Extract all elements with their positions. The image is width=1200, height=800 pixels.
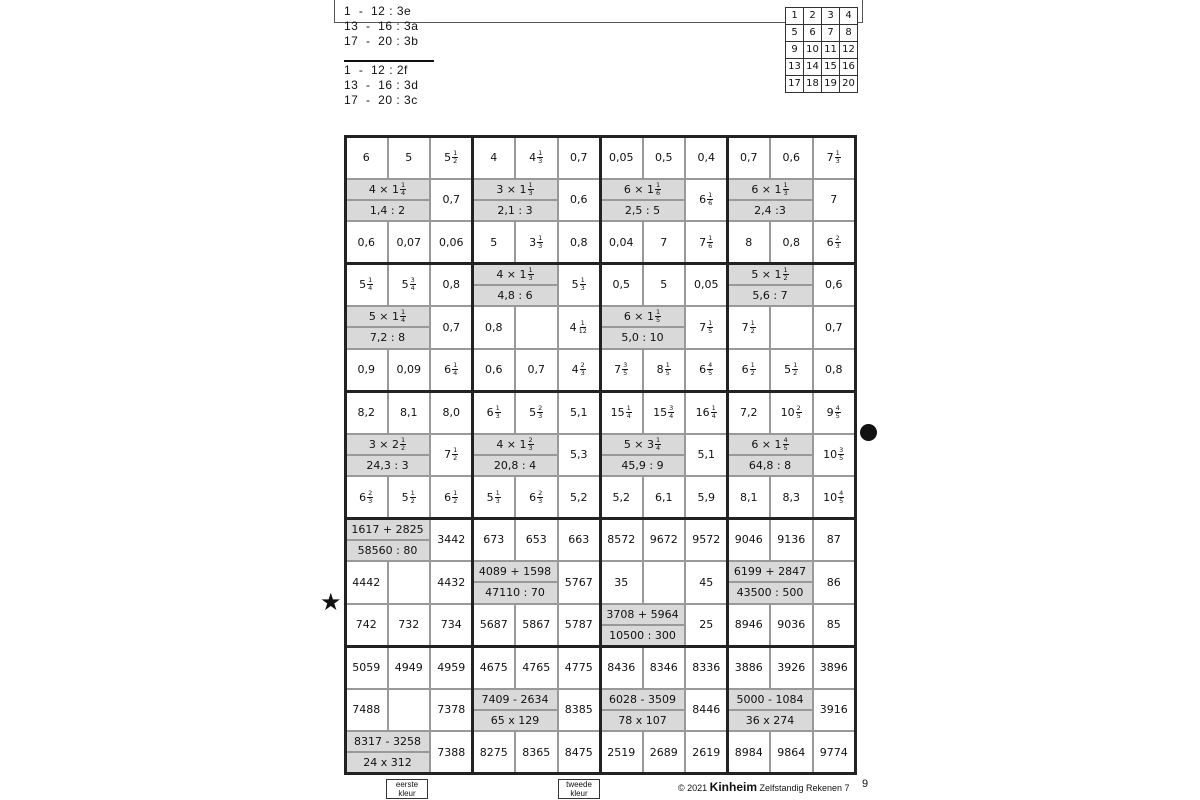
answer-cell[interactable]: 0,05: [685, 264, 728, 307]
exercise-cell[interactable]: 5 × 1 1 4: [345, 306, 430, 327]
answer-cell[interactable]: 3886: [728, 646, 771, 689]
answer-cell[interactable]: 0,5: [600, 264, 643, 307]
answer-cell[interactable]: 742: [345, 604, 388, 647]
answer-cell[interactable]: 0,04: [600, 221, 643, 264]
answer-cell[interactable]: 4765: [515, 646, 558, 689]
answer-cell[interactable]: 0,06: [430, 221, 473, 264]
answer-cell[interactable]: 5 1 4: [345, 264, 388, 307]
exercise-cell[interactable]: 6199 + 2847: [728, 561, 813, 582]
exercise-cell[interactable]: 58560 : 80: [345, 540, 430, 561]
answer-cell[interactable]: 6 1 4: [430, 349, 473, 392]
exercise-cell[interactable]: 47110 : 70: [473, 582, 558, 603]
key-cell: 16: [840, 59, 858, 76]
exercise-cell[interactable]: 78 x 107: [600, 710, 685, 731]
answer-cell[interactable]: 0,7: [813, 306, 856, 349]
answer-cell[interactable]: 0,7: [430, 179, 473, 222]
block-divider: [599, 135, 602, 776]
answer-cell[interactable]: 6 4 5: [685, 349, 728, 392]
exercise-cell[interactable]: 6 × 1 4 5: [728, 434, 813, 455]
code-line: 13 - 16 : 3a: [344, 19, 419, 33]
answer-cell[interactable]: 663: [558, 519, 601, 562]
answer-cell[interactable]: 5,1: [558, 391, 601, 434]
block-number-key: [785, 7, 858, 93]
answer-cell[interactable]: 5,3: [558, 434, 601, 477]
exercise-cell[interactable]: 5 × 3 1 4: [600, 434, 685, 455]
exercise-cell[interactable]: 5,0 : 10: [600, 327, 685, 348]
answer-cell[interactable]: 5059: [345, 646, 388, 689]
page-number: 9: [862, 778, 869, 790]
exercise-cell[interactable]: 64,8 : 8: [728, 455, 813, 476]
answer-cell[interactable]: 5,2: [600, 476, 643, 519]
answer-cell[interactable]: 0,6: [473, 349, 516, 392]
answer-cell[interactable]: 9036: [770, 604, 813, 647]
answer-cell[interactable]: 8336: [685, 646, 728, 689]
answer-cell[interactable]: 8984: [728, 731, 771, 774]
answer-cell[interactable]: 9672: [643, 519, 686, 562]
answer-cell[interactable]: 5767: [558, 561, 601, 604]
answer-cell[interactable]: 10 3 5: [813, 434, 856, 477]
answer-cell[interactable]: 15 3 4: [643, 391, 686, 434]
answer-cell[interactable]: 0,5: [643, 136, 686, 179]
answer-cell[interactable]: 16 1 4: [685, 391, 728, 434]
answer-cell[interactable]: 0,6: [345, 221, 388, 264]
exercise-cell[interactable]: 2,5 : 5: [600, 200, 685, 221]
answer-cell[interactable]: 2619: [685, 731, 728, 774]
answer-cell[interactable]: 5: [643, 264, 686, 307]
answer-cell[interactable]: 653: [515, 519, 558, 562]
answer-cell[interactable]: 7378: [430, 689, 473, 732]
exercise-cell[interactable]: 36 x 274: [728, 710, 813, 731]
answer-cell[interactable]: 2519: [600, 731, 643, 774]
answer-cell[interactable]: 7 1 5: [685, 306, 728, 349]
block-divider: [344, 517, 857, 520]
exercise-cell[interactable]: 45,9 : 9: [600, 455, 685, 476]
code-line: 17 - 20 : 3b: [344, 34, 419, 48]
answer-cell[interactable]: 5: [473, 221, 516, 264]
key-cell: 1: [786, 8, 804, 25]
answer-cell[interactable]: 8346: [643, 646, 686, 689]
brand-logo: Kinheim: [709, 780, 757, 794]
footer-copyright: [678, 780, 850, 794]
exercise-cell[interactable]: 2,1 : 3: [473, 200, 558, 221]
answer-cell[interactable]: 5 1 2: [770, 349, 813, 392]
answer-cell[interactable]: 0,8: [430, 264, 473, 307]
key-cell: 3: [822, 8, 840, 25]
answer-cell[interactable]: 0,9: [345, 349, 388, 392]
block-divider: [726, 135, 729, 776]
second-color-box: tweede kleur: [558, 779, 600, 799]
exercise-cell[interactable]: 4,8 : 6: [473, 285, 558, 306]
answer-cell[interactable]: 9774: [813, 731, 856, 774]
exercise-cell[interactable]: 5,6 : 7: [728, 285, 813, 306]
answer-cell[interactable]: 7: [813, 179, 856, 222]
answer-cell[interactable]: 8,3: [770, 476, 813, 519]
key-cell: 13: [786, 59, 804, 76]
answer-cell[interactable]: 9046: [728, 519, 771, 562]
key-cell: 9: [786, 42, 804, 59]
key-cell: 2: [804, 8, 822, 25]
answer-cell[interactable]: 10 4 5: [813, 476, 856, 519]
answer-cell[interactable]: 5,2: [558, 476, 601, 519]
answer-cell[interactable]: 7 3 5: [600, 349, 643, 392]
answer-cell[interactable]: 6 1 2: [430, 476, 473, 519]
answer-cell[interactable]: 15 1 4: [600, 391, 643, 434]
answer-cell[interactable]: 8,0: [430, 391, 473, 434]
answer-cell[interactable]: 0,8: [813, 349, 856, 392]
block-divider: [344, 772, 857, 775]
series-name: Zelfstandig Rekenen 7: [757, 783, 850, 793]
exercise-cell[interactable]: 24 x 312: [345, 752, 430, 773]
answer-cell[interactable]: 0,4: [685, 136, 728, 179]
answer-cell[interactable]: 6: [345, 136, 388, 179]
answer-cell[interactable]: 0,6: [770, 136, 813, 179]
answer-cell[interactable]: 5,1: [685, 434, 728, 477]
answer-cell[interactable]: 0,7: [515, 349, 558, 392]
answer-cell[interactable]: 8385: [558, 689, 601, 732]
exercise-cell[interactable]: 6 × 1 1 5: [600, 306, 685, 327]
exercise-cell[interactable]: 65 x 129: [473, 710, 558, 731]
answer-cell[interactable]: 87: [813, 519, 856, 562]
answer-cell[interactable]: [388, 689, 431, 732]
exercise-cell[interactable]: 2,4 :3: [728, 200, 813, 221]
exercise-cell[interactable]: 3 × 1 1 3: [473, 179, 558, 200]
key-cell: 14: [804, 59, 822, 76]
exercise-cell[interactable]: 4 × 1 1 4: [345, 179, 430, 200]
answer-cell[interactable]: 0,6: [813, 264, 856, 307]
answer-cell[interactable]: 8946: [728, 604, 771, 647]
exercise-cell[interactable]: 1617 + 2825: [345, 519, 430, 540]
key-cell: 8: [840, 25, 858, 42]
answer-cell[interactable]: 6 2 3: [515, 476, 558, 519]
exercise-cell[interactable]: 3 × 2 1 2: [345, 434, 430, 455]
answer-cell[interactable]: 9 4 5: [813, 391, 856, 434]
key-cell: 11: [822, 42, 840, 59]
answer-cell[interactable]: 3 1 3: [515, 221, 558, 264]
answer-cell[interactable]: 8,1: [728, 476, 771, 519]
answer-cell[interactable]: 4 1 12: [558, 306, 601, 349]
answer-cell[interactable]: 5 1 2: [388, 476, 431, 519]
answer-cell[interactable]: 7,2: [728, 391, 771, 434]
exercise-cell[interactable]: 5000 - 1084: [728, 689, 813, 710]
answer-cell[interactable]: 5 1 3: [473, 476, 516, 519]
answer-cell[interactable]: 8475: [558, 731, 601, 774]
key-cell: 20: [840, 76, 858, 93]
answer-cell[interactable]: [388, 561, 431, 604]
answer-cell[interactable]: 0,8: [473, 306, 516, 349]
answer-cell[interactable]: 5867: [515, 604, 558, 647]
answer-cell[interactable]: 0,05: [600, 136, 643, 179]
answer-cell[interactable]: 5 2 3: [515, 391, 558, 434]
exercise-cell[interactable]: 4 × 1 1 3: [473, 264, 558, 285]
exercise-cell[interactable]: 3708 + 5964: [600, 604, 685, 625]
exercise-cell[interactable]: 6 × 1 1 6: [600, 179, 685, 200]
answer-cell[interactable]: 5,9: [685, 476, 728, 519]
code-line: 1 - 12 : 3e: [344, 4, 412, 18]
answer-cell[interactable]: 0,6: [558, 179, 601, 222]
answer-cell[interactable]: 8,2: [345, 391, 388, 434]
answer-cell[interactable]: 7488: [345, 689, 388, 732]
answer-cell[interactable]: 3916: [813, 689, 856, 732]
answer-cell[interactable]: 732: [388, 604, 431, 647]
answer-cell[interactable]: 4675: [473, 646, 516, 689]
filled-circle-icon: [860, 424, 877, 441]
first-color-box: eerste kleur: [386, 779, 428, 799]
answer-cell[interactable]: 4: [473, 136, 516, 179]
answer-cell[interactable]: 4959: [430, 646, 473, 689]
answer-cell[interactable]: [643, 561, 686, 604]
answer-cell[interactable]: 8: [728, 221, 771, 264]
answer-cell[interactable]: 0,8: [558, 221, 601, 264]
answer-cell[interactable]: 734: [430, 604, 473, 647]
copyright-text: © 2021: [678, 783, 710, 793]
answer-cell[interactable]: 6 2 3: [813, 221, 856, 264]
key-cell: 12: [840, 42, 858, 59]
answer-cell[interactable]: 0,7: [430, 306, 473, 349]
answer-cell[interactable]: 8446: [685, 689, 728, 732]
exercise-cell[interactable]: 7409 - 2634: [473, 689, 558, 710]
answer-cell[interactable]: 25: [685, 604, 728, 647]
answer-cell[interactable]: 4 2 3: [558, 349, 601, 392]
answer-cell[interactable]: 0,7: [558, 136, 601, 179]
block-divider: [471, 135, 474, 776]
answer-cell[interactable]: 7388: [430, 731, 473, 774]
answer-cell[interactable]: 4442: [345, 561, 388, 604]
answer-cell[interactable]: 4432: [430, 561, 473, 604]
answer-cell[interactable]: 6 2 3: [345, 476, 388, 519]
block-divider: [344, 645, 857, 648]
block-divider: [344, 135, 857, 138]
exercise-cell[interactable]: 5 × 1 1 2: [728, 264, 813, 285]
answer-cell[interactable]: 5 1 2: [430, 136, 473, 179]
answer-cell[interactable]: 7 1 6: [685, 221, 728, 264]
answer-cell[interactable]: 8,1: [388, 391, 431, 434]
exercise-cell[interactable]: 24,3 : 3: [345, 455, 430, 476]
answer-cell[interactable]: 45: [685, 561, 728, 604]
exercise-cell[interactable]: 7,2 : 8: [345, 327, 430, 348]
answer-cell[interactable]: 8436: [600, 646, 643, 689]
key-cell: 17: [786, 76, 804, 93]
answer-cell[interactable]: 6,1: [643, 476, 686, 519]
answer-cell[interactable]: 0,07: [388, 221, 431, 264]
answer-cell[interactable]: [515, 306, 558, 349]
key-cell: 7: [822, 25, 840, 42]
code-line: 1 - 12 : 2f: [344, 63, 408, 77]
answer-cell[interactable]: 9136: [770, 519, 813, 562]
block-divider: [344, 262, 857, 265]
answer-cell[interactable]: 4 1 3: [515, 136, 558, 179]
code-line: 13 - 16 : 3d: [344, 78, 419, 92]
answer-cell[interactable]: 7 1 2: [728, 306, 771, 349]
answer-cell[interactable]: 2689: [643, 731, 686, 774]
code-line: 17 - 20 : 3c: [344, 93, 418, 107]
answer-cell[interactable]: 4949: [388, 646, 431, 689]
key-cell: 19: [822, 76, 840, 93]
block-divider: [344, 390, 857, 393]
exercise-cell[interactable]: 1,4 : 2: [345, 200, 430, 221]
exercise-cell[interactable]: 10500 : 300: [600, 625, 685, 646]
answer-cell[interactable]: 6 1 2: [728, 349, 771, 392]
block-divider: [854, 135, 857, 776]
exercise-cell[interactable]: 8317 - 3258: [345, 731, 430, 752]
answer-cell[interactable]: 8365: [515, 731, 558, 774]
answer-cell[interactable]: 5: [388, 136, 431, 179]
answer-cell[interactable]: 85: [813, 604, 856, 647]
exercise-cell[interactable]: 43500 : 500: [728, 582, 813, 603]
answer-cell[interactable]: 6 1 3: [473, 391, 516, 434]
key-cell: 10: [804, 42, 822, 59]
answer-cell[interactable]: 5 1 3: [558, 264, 601, 307]
exercise-cell[interactable]: 4089 + 1598: [473, 561, 558, 582]
answer-cell[interactable]: 3442: [430, 519, 473, 562]
exercise-cell[interactable]: 20,8 : 4: [473, 455, 558, 476]
answer-cell[interactable]: 673: [473, 519, 516, 562]
answer-cell[interactable]: [770, 306, 813, 349]
answer-cell[interactable]: 6 1 6: [685, 179, 728, 222]
answer-cell[interactable]: 5787: [558, 604, 601, 647]
answer-cell[interactable]: 3896: [813, 646, 856, 689]
answer-cell[interactable]: 7: [643, 221, 686, 264]
answer-cell[interactable]: 0,7: [728, 136, 771, 179]
answer-cell[interactable]: 8 1 5: [643, 349, 686, 392]
answer-cell[interactable]: 35: [600, 561, 643, 604]
answer-cell[interactable]: 0,8: [770, 221, 813, 264]
exercise-cell[interactable]: 4 × 1 2 3: [473, 434, 558, 455]
answer-cell[interactable]: 8275: [473, 731, 516, 774]
answer-cell[interactable]: 9864: [770, 731, 813, 774]
exercise-cell[interactable]: 6 × 1 1 3: [728, 179, 813, 200]
code-divider: [344, 60, 434, 62]
star-icon: ★: [320, 588, 342, 616]
exercise-cell[interactable]: 6028 - 3509: [600, 689, 685, 710]
key-cell: 5: [786, 25, 804, 42]
answer-cell[interactable]: 7 1 2: [430, 434, 473, 477]
block-divider: [344, 135, 347, 776]
answer-cell[interactable]: 9572: [685, 519, 728, 562]
answer-cell[interactable]: 0,09: [388, 349, 431, 392]
key-cell: 6: [804, 25, 822, 42]
key-cell: 4: [840, 8, 858, 25]
answer-cell[interactable]: 10 2 5: [770, 391, 813, 434]
answer-cell[interactable]: 3926: [770, 646, 813, 689]
answer-cell[interactable]: 5 3 4: [388, 264, 431, 307]
answer-cell[interactable]: 7 1 3: [813, 136, 856, 179]
answer-cell[interactable]: 5687: [473, 604, 516, 647]
answer-cell[interactable]: 86: [813, 561, 856, 604]
key-cell: 15: [822, 59, 840, 76]
key-cell: 18: [804, 76, 822, 93]
answer-cell[interactable]: 4775: [558, 646, 601, 689]
answer-cell[interactable]: 8572: [600, 519, 643, 562]
